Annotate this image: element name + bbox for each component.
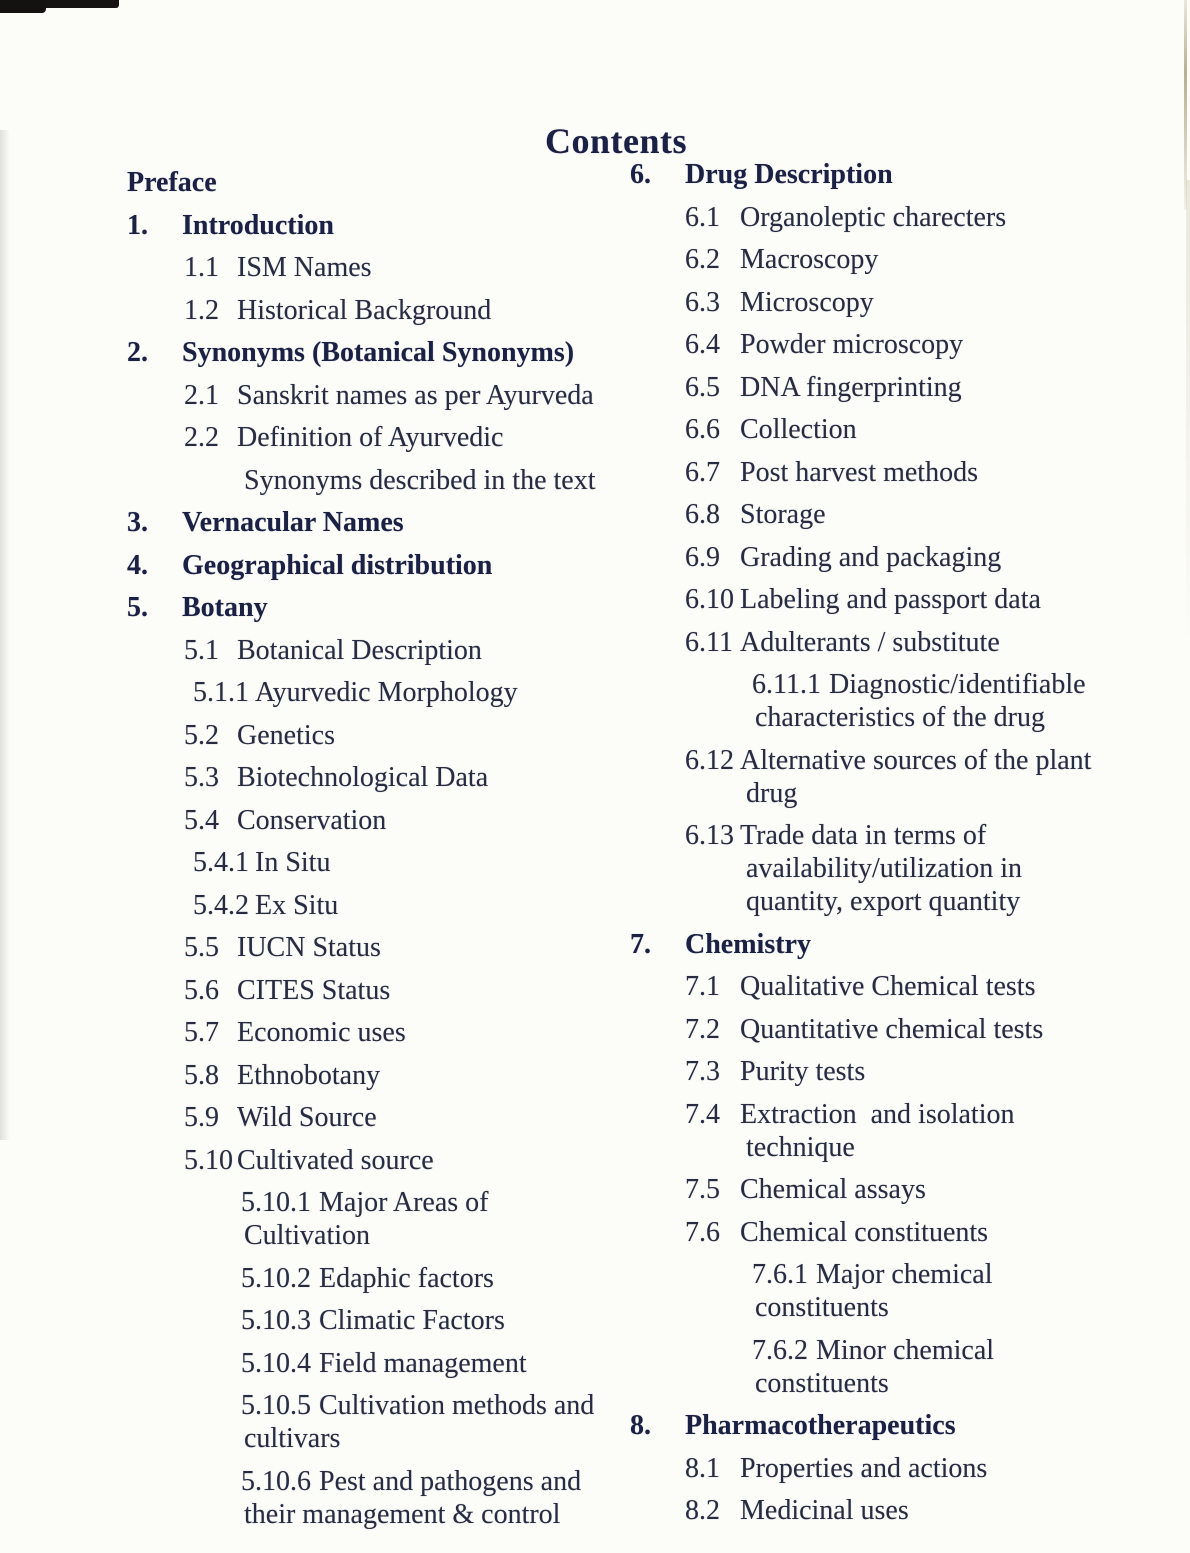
entry-number: 5.4.2 [193,889,249,921]
entry-number: 8. [630,1410,651,1441]
entry-text: Ethnobotany [237,1059,381,1091]
entry-number: 5.4.1 [193,847,249,878]
entry-text-continued: their management & control [244,1498,561,1530]
entry-number: 5.1.1 [193,677,249,708]
entry-text: Synonyms described in the text [244,464,596,496]
entry-text: Ayurvedic Morphology [255,677,518,708]
entry-text: Qualitative Chemical tests [740,971,1036,1002]
entry-number: 1.2 [184,294,219,326]
entry-text: Cultivated source [237,1144,434,1176]
entry-number: 4. [127,549,148,581]
entry-number: 5.10 [184,1144,233,1176]
toc-entry [127,421,632,454]
entry-text: Pharmacotherapeutics [685,1410,956,1441]
entry-number: 6.4 [685,329,720,360]
entry-text: ISM Names [237,252,372,283]
entry-text: Wild Source [237,1102,377,1133]
entry-text: Cultivation methods and [319,1390,595,1421]
toc-entry [630,413,1178,446]
entry-number: 8.1 [685,1452,720,1484]
toc-entry [630,1494,1178,1527]
entry-text: Geographical distribution [182,549,493,581]
entry-number: 7.2 [685,1013,720,1045]
entry-number: 8.2 [685,1495,720,1526]
entry-text: Adulterants / substitute [740,626,1000,658]
entry-text: Introduction [182,209,334,241]
entry-text: Preface [127,167,217,198]
entry-number: 5.6 [184,974,219,1006]
toc-entry [127,1347,632,1380]
toc-entry [630,1216,1178,1249]
entry-number: 6.11.1 [752,669,821,700]
toc-entry [127,974,632,1007]
entry-number: 6.12 [685,744,734,776]
entry-number: 5.9 [184,1102,219,1133]
entry-number: 6.3 [685,286,720,318]
entry-text: Quantitative chemical tests [740,1013,1044,1045]
entry-number: 2.2 [184,422,219,453]
entry-text: Post harvest methods [740,456,978,488]
toc-entry [127,1186,632,1252]
entry-number: 5.10.3 [241,1305,311,1336]
entry-text: Conservation [237,804,387,836]
entry-text: CITES Status [237,974,391,1006]
toc-entry [127,591,632,624]
toc-entry [127,1262,632,1295]
entry-text: Powder microscopy [740,329,964,360]
entry-number: 1.1 [184,252,219,283]
toc-entry [630,744,1178,810]
entry-number: 5.5 [184,932,219,963]
entry-number: 2. [127,337,148,368]
entry-text: Macroscopy [740,244,879,275]
entry-number: 7.4 [685,1098,720,1130]
toc-entry [630,371,1178,404]
toc-entry [127,1059,632,1092]
entry-number: 5.10.5 [241,1390,311,1421]
toc-entry [630,328,1178,361]
toc-entry [127,931,632,964]
entry-text: Extraction and isolation technique [740,1098,1015,1163]
entry-text: Storage [740,499,826,530]
toc-entry [630,158,1178,191]
entry-number: 5.3 [184,762,219,793]
entry-text: Microscopy [740,286,874,318]
toc-entry [630,1013,1178,1046]
entry-text: IUCN Status [237,932,381,963]
scan-artifact-left-shade [0,130,10,1140]
entry-number: 7.6 [685,1216,720,1248]
toc-entry [630,201,1178,234]
entry-text: Historical Background [237,294,492,326]
entry-number: 7.6.1 [752,1259,808,1290]
entry-number: 5.2 [184,719,219,751]
entry-number: 5. [127,592,148,623]
entry-text: Major chemical [816,1259,993,1290]
page-title: Contents [545,121,688,162]
scan-artifact-top-corner [0,0,46,13]
entry-number: 6.13 [685,820,734,851]
toc-entry [127,251,632,284]
toc-entry [127,1389,632,1455]
entry-number: 6.9 [685,541,720,573]
entry-number: 5.10.6 [241,1465,311,1497]
entry-text: Grading and packaging [740,541,1002,573]
entry-number: 3. [127,507,148,538]
toc-entry [127,889,632,922]
entry-number: 1. [127,209,148,241]
entry-number: 7.3 [685,1056,720,1087]
toc-entry [127,634,632,667]
entry-text: Botany [182,592,268,623]
entry-number: 7.5 [685,1174,720,1205]
toc-entry [127,379,632,412]
entry-number: 2.1 [184,379,219,411]
entry-text: Labeling and passport data [740,584,1041,615]
toc-entry [127,1101,632,1134]
toc-entry [630,1452,1178,1485]
toc-entry [127,1016,632,1049]
toc-entry [630,668,1178,734]
toc-entry [630,243,1178,276]
toc-entry [127,676,632,709]
entry-text: Alternative sources of the plant drug [740,744,1092,809]
entry-text: Chemical assays [740,1174,926,1205]
toc-entry [127,549,632,582]
toc-entry [127,209,632,242]
entry-text: Diagnostic/identifiable [828,669,1086,700]
entry-text: Botanical Description [237,634,482,666]
entry-text: DNA fingerprinting [740,371,962,403]
toc-entry [127,166,632,199]
entry-text: Trade data in terms of availability/utilization in quantity, export quantity [740,820,1023,917]
entry-text: Pest and pathogens and [319,1465,582,1497]
toc-column-right [630,158,1178,1537]
entry-text-continued: constituents [755,1292,889,1323]
toc-entry [630,286,1178,319]
toc-entry [630,1409,1178,1442]
entry-text: Synonyms (Botanical Synonyms) [182,337,575,368]
entry-text-continued: Cultivation [244,1220,370,1251]
scan-artifact-top-edge [0,0,119,8]
toc-entry [127,761,632,794]
toc-entry [127,719,632,752]
toc-entry [630,583,1178,616]
entry-number: 5.7 [184,1017,219,1048]
toc-entry [127,1144,632,1177]
entry-text: Major Areas of [319,1187,489,1218]
entry-number: 5.10.1 [241,1187,311,1218]
entry-text: Edaphic factors [319,1262,494,1294]
toc-entry [127,506,632,539]
entry-text: Sanskrit names as per Ayurveda [237,379,594,411]
entry-text: Climatic Factors [319,1305,505,1336]
entry-number: 7.1 [685,971,720,1002]
entry-text: Minor chemical [816,1334,995,1366]
toc-entry [630,498,1178,531]
entry-text: In Situ [255,847,331,878]
toc-entry [630,456,1178,489]
entry-number: 6.11 [685,626,733,658]
toc-entry [127,464,632,497]
entry-number: 6.6 [685,414,720,445]
toc-entry [127,1465,632,1531]
entry-text: Economic uses [237,1017,406,1048]
entry-number: 6.5 [685,371,720,403]
entry-text: Chemical constituents [740,1216,989,1248]
entry-number: 6.1 [685,201,720,233]
entry-number: 6.8 [685,499,720,530]
scan-artifact-right-shade [1186,180,1190,650]
entry-text: Biotechnological Data [237,762,489,793]
entry-number: 6. [630,159,651,190]
entry-number: 6.2 [685,244,720,275]
toc-entry [630,928,1178,961]
entry-text: Chemistry [685,928,811,960]
toc-entry [630,819,1178,918]
toc-entry [127,1304,632,1337]
entry-text: Medicinal uses [740,1495,909,1526]
entry-number: 5.1 [184,634,219,666]
toc-entry [630,1258,1178,1324]
entry-text: Organoleptic charecters [740,201,1007,233]
entry-text: Ex Situ [255,889,339,921]
entry-text-continued: characteristics of the drug [755,702,1045,733]
entry-text: Definition of Ayurvedic [237,422,504,453]
toc-entry [127,804,632,837]
toc-entry [127,846,632,879]
toc-entry [630,541,1178,574]
entry-number: 6.7 [685,456,720,488]
entry-number: 6.10 [685,584,734,615]
toc-entry [630,1098,1178,1164]
entry-text-continued: cultivars [244,1423,341,1454]
entry-text-continued: constituents [755,1367,889,1399]
scan-artifact-right-edge-line [1184,0,1187,210]
toc-entry [630,1334,1178,1400]
toc-entry [630,626,1178,659]
toc-entry [630,970,1178,1003]
entry-text: Vernacular Names [182,507,404,538]
entry-text: Genetics [237,719,335,751]
toc-column-left [127,166,632,1540]
entry-number: 7. [630,928,651,960]
entry-text: Collection [740,414,857,445]
entry-number: 5.8 [184,1059,219,1091]
entry-text: Properties and actions [740,1452,988,1484]
entry-number: 5.10.2 [241,1262,311,1294]
entry-text: Drug Description [685,159,893,190]
toc-entry [127,294,632,327]
toc-entry [630,1173,1178,1206]
toc-entry [127,336,632,369]
entry-number: 5.10.4 [241,1347,311,1379]
entry-number: 5.4 [184,804,219,836]
entry-text: Field management [319,1347,527,1379]
entry-number: 7.6.2 [752,1334,808,1366]
toc-entry [630,1055,1178,1088]
entry-text: Purity tests [740,1056,866,1087]
